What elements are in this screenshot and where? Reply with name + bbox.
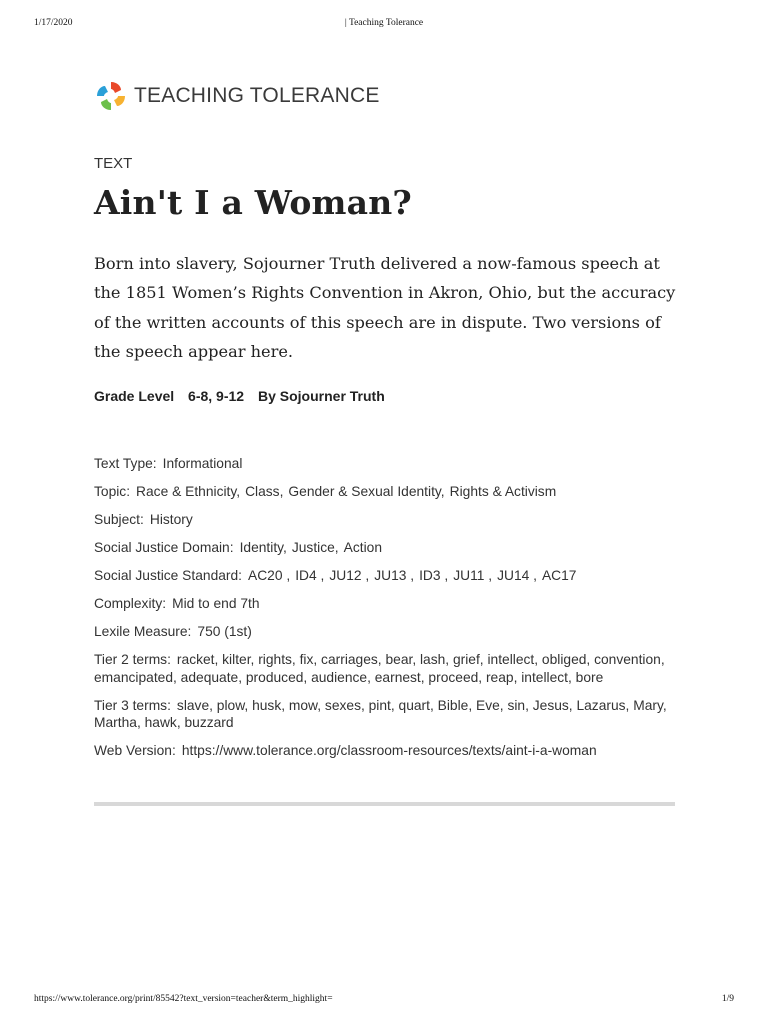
detail-value: Mid to end 7th bbox=[172, 596, 260, 611]
tier3-terms-list: slave, plow, husk, mow, sexes, pint, quart, Bible, Eve, sin, Jesus, Lazarus, Mary, Martha, hawk, buzzard bbox=[94, 697, 667, 730]
standard-tag[interactable]: JU12 , bbox=[329, 568, 370, 583]
text-details bbox=[94, 455, 684, 770]
detail-tier3-terms bbox=[94, 697, 684, 732]
print-page-title: | Teaching Tolerance bbox=[344, 18, 424, 28]
grade-level-label: Grade Level bbox=[94, 388, 175, 404]
standard-tag[interactable]: JU13 , bbox=[374, 568, 415, 583]
tier2-terms-list: racket, kilter, rights, fix, carriages, bear, lash, grief, intellect, obliged, convention, emancipated, adequate, produced, audience, earnest, proceed, reap, intellect, bore bbox=[94, 652, 665, 685]
topic-tag[interactable]: Gender & Sexual Identity, bbox=[288, 484, 445, 499]
detail-label: Tier 3 terms: bbox=[94, 697, 171, 713]
site-logo[interactable] bbox=[94, 78, 380, 114]
detail-value: 750 (1st) bbox=[197, 624, 252, 639]
teaching-tolerance-logo-icon bbox=[94, 79, 128, 113]
detail-label: Lexile Measure: bbox=[94, 624, 192, 639]
detail-social-justice-domain bbox=[94, 539, 684, 557]
standard-tag[interactable]: AC17 bbox=[541, 568, 577, 583]
domain-tag[interactable]: Action bbox=[343, 540, 382, 555]
byline: By Sojourner Truth bbox=[257, 388, 385, 404]
standard-tag[interactable]: JU14 , bbox=[497, 568, 537, 583]
grade-byline bbox=[94, 388, 395, 404]
detail-label: Subject: bbox=[94, 512, 144, 527]
detail-label: Topic: bbox=[94, 484, 131, 499]
detail-label: Complexity: bbox=[94, 596, 167, 611]
print-header bbox=[0, 18, 768, 32]
topic-tag[interactable]: Race & Ethnicity, bbox=[136, 484, 241, 499]
domain-tag[interactable]: Identity, bbox=[239, 540, 287, 555]
standard-tag[interactable]: ID4 , bbox=[295, 568, 325, 583]
detail-social-justice-standard bbox=[94, 567, 684, 585]
topic-tag[interactable]: Rights & Activism bbox=[449, 484, 557, 499]
standard-tag[interactable]: JU11 , bbox=[453, 568, 493, 583]
detail-label: Web Version: bbox=[94, 743, 176, 758]
detail-label: Social Justice Standard: bbox=[94, 568, 243, 583]
detail-complexity bbox=[94, 595, 684, 613]
standard-tag[interactable]: ID3 , bbox=[419, 568, 449, 583]
content-type-label: TEXT bbox=[94, 155, 133, 172]
detail-web-version bbox=[94, 742, 684, 760]
page-number: 1/9 bbox=[721, 994, 734, 1004]
detail-label: Text Type: bbox=[94, 456, 157, 471]
print-footer bbox=[0, 994, 768, 1008]
detail-topic bbox=[94, 483, 684, 501]
detail-label: Tier 2 terms: bbox=[94, 652, 171, 667]
print-url: https://www.tolerance.org/print/85542?text_version=teacher&term_highlight= bbox=[34, 994, 333, 1004]
subject-tag[interactable]: History bbox=[149, 512, 193, 527]
grade-level-values: 6-8, 9-12 bbox=[188, 388, 245, 404]
detail-text-type bbox=[94, 455, 684, 473]
detail-value[interactable]: Informational bbox=[162, 456, 243, 471]
detail-subject bbox=[94, 511, 684, 529]
domain-tag[interactable]: Justice, bbox=[291, 540, 339, 555]
logo-wordmark: TEACHING TOLERANCE bbox=[134, 84, 380, 107]
topic-tag[interactable]: Class, bbox=[245, 484, 284, 499]
page-title: Ain't I a Woman? bbox=[94, 183, 412, 222]
standard-tag[interactable]: AC20 , bbox=[248, 568, 291, 583]
web-version-link[interactable]: https://www.tolerance.org/classroom-resources/texts/aint-i-a-woman bbox=[181, 743, 597, 758]
section-divider bbox=[94, 802, 675, 806]
intro-paragraph: Born into slavery, Sojourner Truth delivered a now-famous speech at the 1851 Women’s Rights Convention in Akron, Ohio, but the accuracy of the written accounts of this speech are in dispute. Two versions of the speech appear here. bbox=[94, 254, 676, 361]
detail-tier2-terms bbox=[94, 651, 684, 686]
print-date: 1/17/2020 bbox=[34, 18, 73, 28]
detail-lexile bbox=[94, 623, 684, 641]
detail-label: Social Justice Domain: bbox=[94, 540, 234, 555]
